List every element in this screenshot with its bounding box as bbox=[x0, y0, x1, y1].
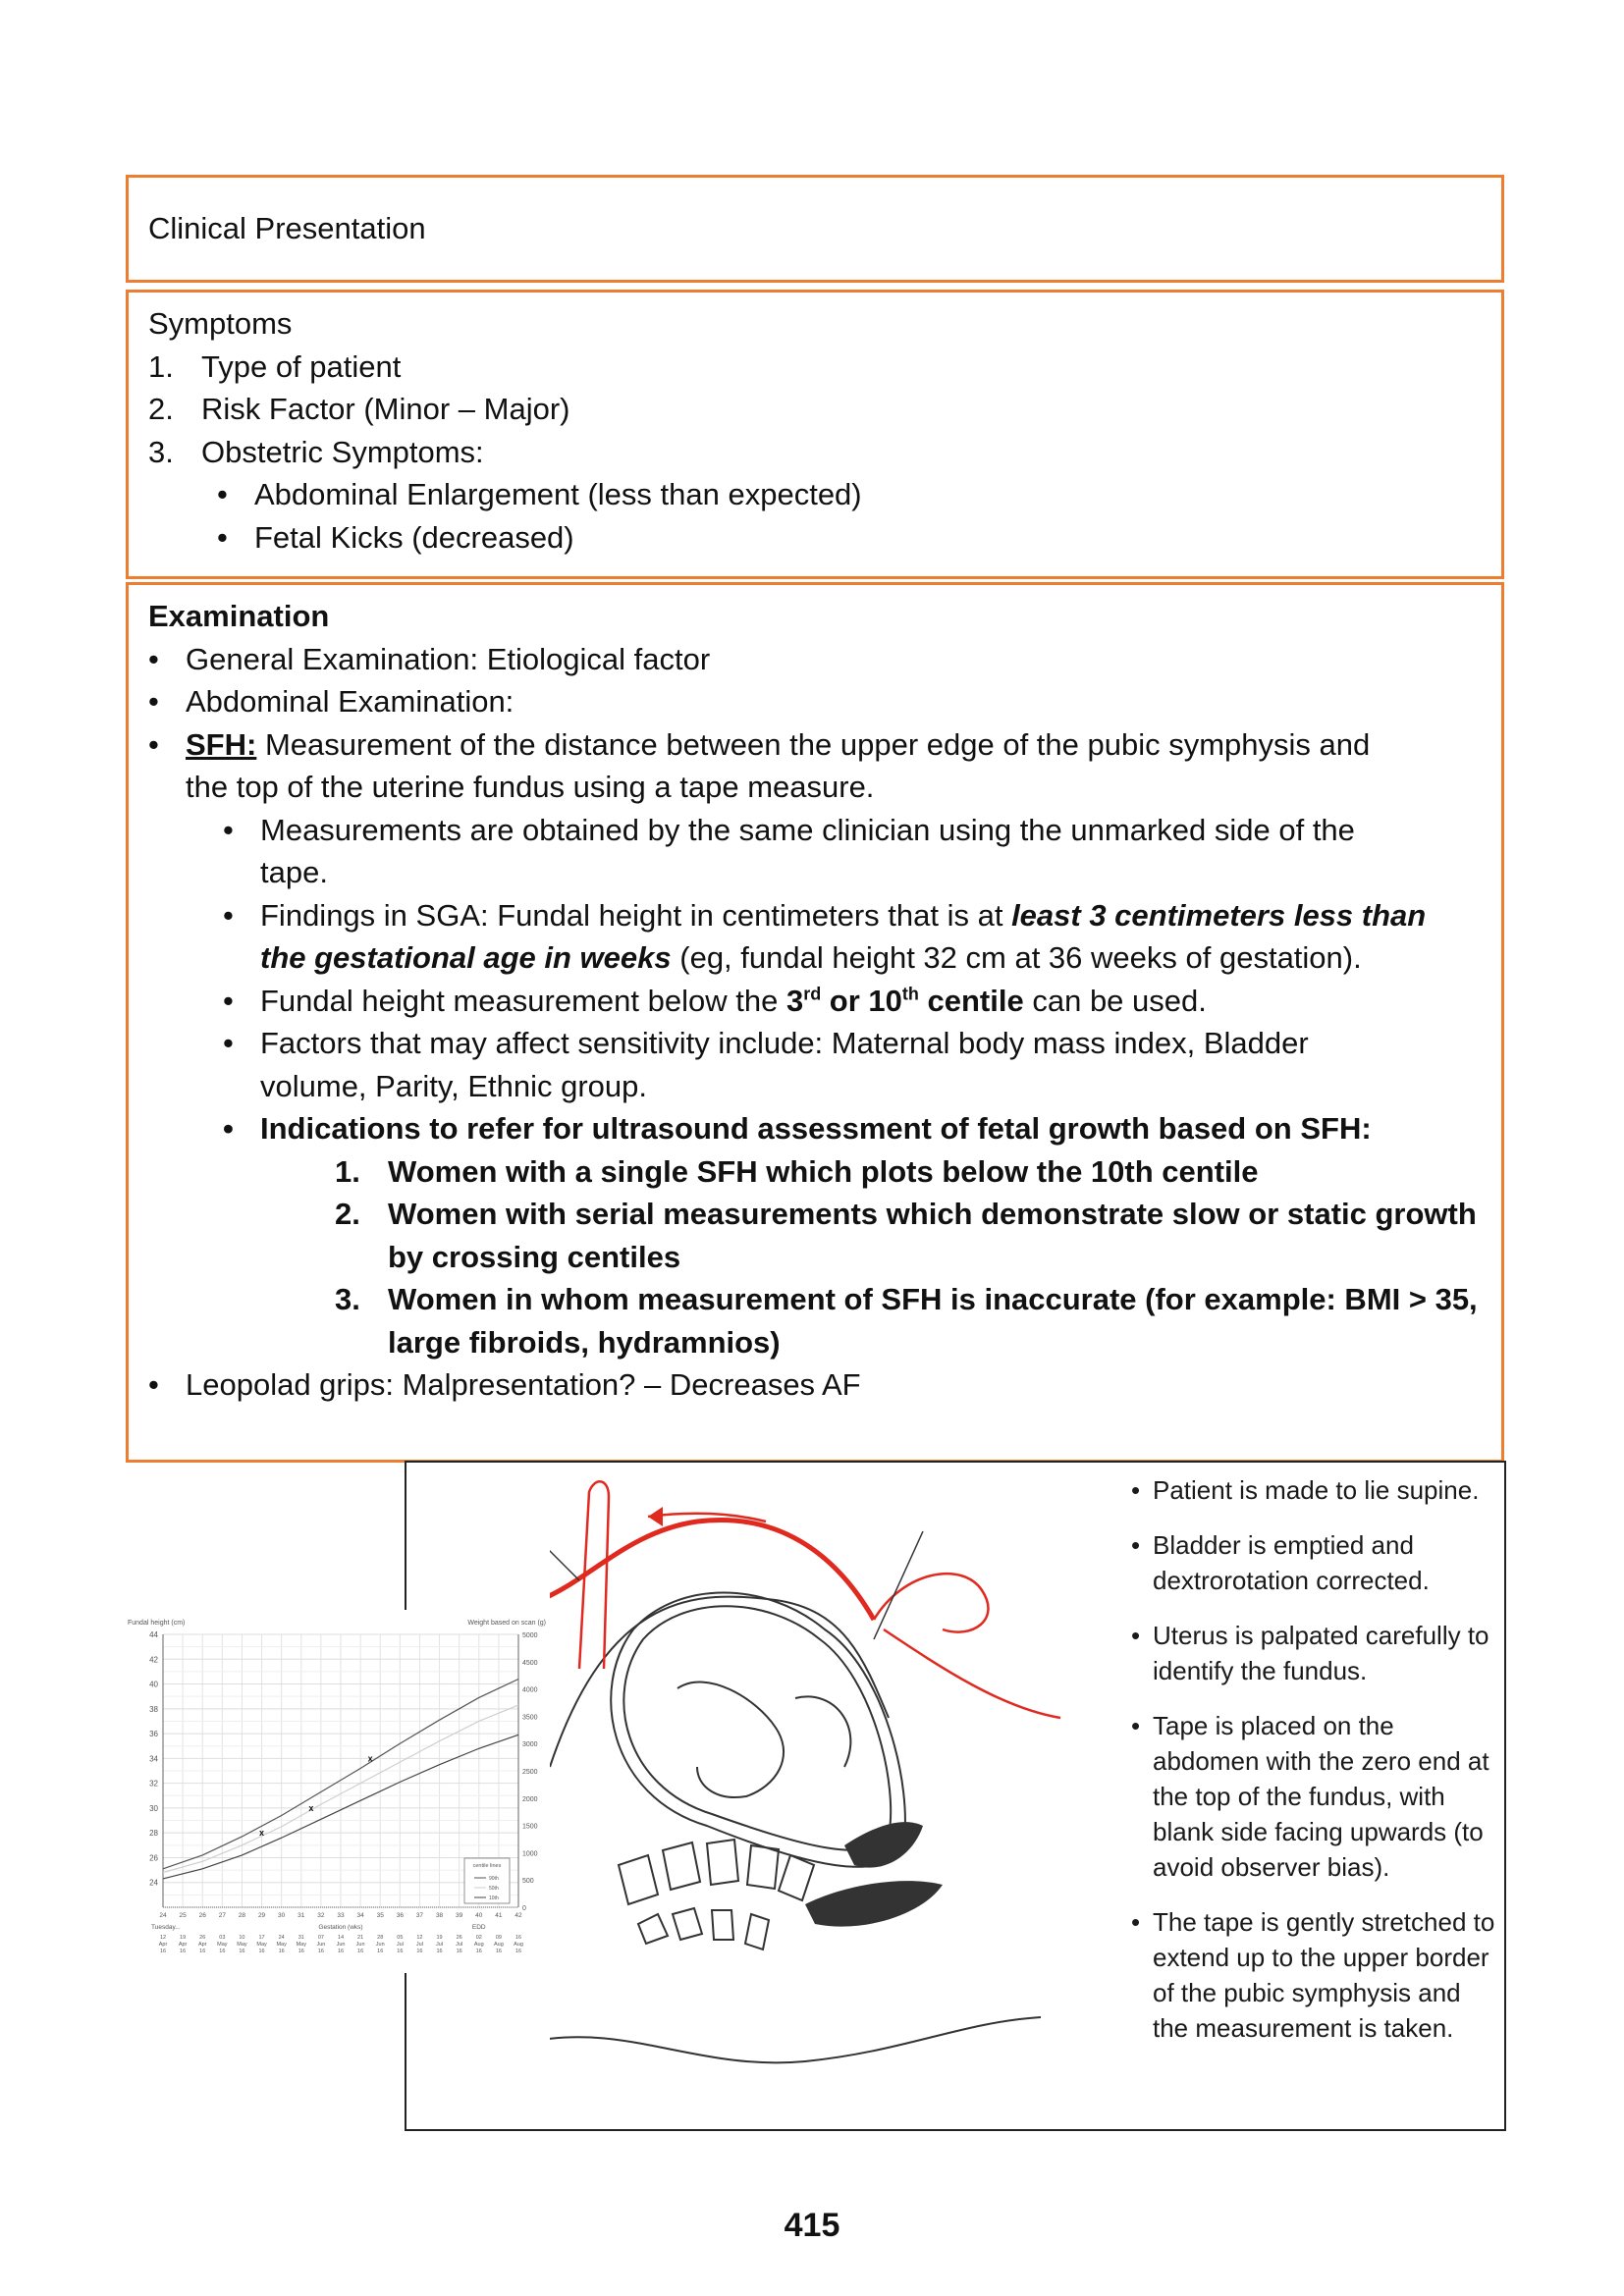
date-tick-label: 16 bbox=[436, 1949, 443, 1954]
x-tick-label: 25 bbox=[179, 1912, 187, 1919]
date-tick-label: 16 bbox=[495, 1949, 502, 1954]
date-tick-label: 21 bbox=[357, 1935, 364, 1941]
date-tick-label: 28 bbox=[377, 1935, 384, 1941]
y-tick-label: 40 bbox=[149, 1680, 158, 1689]
date-tick-label: 16 bbox=[180, 1949, 187, 1954]
y-tick-label: 30 bbox=[149, 1803, 158, 1813]
pointer-line-left bbox=[550, 1492, 579, 1580]
pointer-line-right bbox=[874, 1531, 923, 1639]
date-tick-label: 16 bbox=[317, 1949, 324, 1954]
bullet-icon: • bbox=[1131, 1530, 1141, 1560]
date-tick-label: 16 bbox=[475, 1949, 482, 1954]
y2-tick-label: 1500 bbox=[522, 1823, 538, 1831]
date-tick-label: 10 bbox=[239, 1935, 245, 1941]
indication-item-cont: large fibroids, hydramnios) bbox=[388, 1324, 781, 1360]
y2-tick-label: 2500 bbox=[522, 1769, 538, 1776]
x-tick-label: 27 bbox=[218, 1912, 226, 1919]
y2-tick-label: 0 bbox=[522, 1905, 526, 1912]
date-tick-label: 16 bbox=[159, 1949, 167, 1954]
page-number: 415 bbox=[784, 2207, 840, 2244]
exam-subitem: • Measurements are obtained by the same clinician using the unmarked side of the bbox=[148, 809, 1482, 852]
date-tick-label: Jun bbox=[355, 1942, 365, 1948]
date-tick-label: 02 bbox=[475, 1935, 482, 1941]
x-tick-label: 37 bbox=[415, 1912, 424, 1919]
y-tick-label: 34 bbox=[149, 1754, 158, 1764]
date-tick-label: 26 bbox=[456, 1935, 462, 1941]
y2-tick-label: 4000 bbox=[522, 1686, 538, 1694]
sacrum-outline bbox=[638, 1908, 769, 1949]
back-outline bbox=[550, 2017, 1041, 2062]
bullet-icon: • bbox=[223, 1111, 234, 1146]
measuring-tape bbox=[550, 1520, 874, 1620]
x-tick-label: 32 bbox=[317, 1912, 325, 1919]
y-tick-label: 24 bbox=[149, 1878, 158, 1888]
y2-tick-label: 5000 bbox=[522, 1632, 538, 1639]
date-tick-label: 12 bbox=[159, 1935, 167, 1941]
date-tick-label: 05 bbox=[397, 1935, 404, 1941]
sfh-growth-chart bbox=[126, 1610, 548, 1973]
date-tick-label: May bbox=[276, 1942, 287, 1948]
date-tick-label: May bbox=[217, 1942, 228, 1948]
date-tick-label: Apr bbox=[197, 1942, 207, 1948]
spine-outline bbox=[619, 1840, 814, 1904]
left-hand-outline bbox=[579, 1481, 609, 1669]
date-tick-label: Jun bbox=[375, 1942, 385, 1948]
symptom-subitem: • Abdominal Enlargement (less than expected) bbox=[148, 473, 862, 516]
y-tick-label: 32 bbox=[149, 1779, 158, 1789]
date-tick-label: 16 bbox=[456, 1949, 462, 1954]
indication-item: 3. Women in whom measurement of SFH is inaccurate (for example: BMI > 35, bbox=[335, 1282, 1478, 1316]
date-tick-label: Apr bbox=[178, 1942, 188, 1948]
sfh-label: SFH: bbox=[186, 726, 257, 762]
right-hand-outline bbox=[874, 1574, 1060, 1718]
title-box bbox=[126, 175, 1504, 283]
y2-axis-label: Weight based on scan (g) bbox=[467, 1620, 546, 1627]
exam-subitem-cont: tape. bbox=[260, 855, 328, 889]
exam-subitem-cont: volume, Parity, Ethnic group. bbox=[260, 1068, 647, 1103]
y-tick-label: 26 bbox=[149, 1853, 158, 1863]
date-tick-label: Jun bbox=[336, 1942, 346, 1948]
bullet-icon: • bbox=[1131, 1711, 1141, 1740]
date-tick-label: 26 bbox=[199, 1935, 206, 1941]
date-tick-label: Aug bbox=[473, 1942, 484, 1948]
x-tick-label: 40 bbox=[475, 1912, 483, 1919]
y-tick-label: 44 bbox=[149, 1630, 158, 1639]
bullet-icon: • bbox=[148, 684, 159, 719]
y2-tick-label: 4500 bbox=[522, 1659, 538, 1667]
date-tick-label: 03 bbox=[219, 1935, 226, 1941]
indications-heading: • Indications to refer for ultrasound assessment of fetal growth based on SFH: bbox=[148, 1107, 1482, 1150]
date-tick-label: 19 bbox=[436, 1935, 443, 1941]
date-tick-label: May bbox=[256, 1942, 267, 1948]
date-tick-label: 16 bbox=[337, 1949, 345, 1954]
date-tick-label: Aug bbox=[514, 1942, 523, 1948]
examination-heading: Examination bbox=[148, 599, 330, 633]
y-axis-label: Fundal height (cm) bbox=[128, 1620, 186, 1627]
measurement-mark: x bbox=[308, 1802, 314, 1813]
x-tick-label: 28 bbox=[238, 1912, 246, 1919]
exam-subitem: • Factors that may affect sensitivity include: Maternal body mass index, Bladder bbox=[148, 1022, 1482, 1065]
bullet-icon: • bbox=[223, 897, 234, 933]
y2-tick-label: 2000 bbox=[522, 1795, 538, 1803]
y-tick-label: 28 bbox=[149, 1829, 158, 1839]
y2-tick-label: 3500 bbox=[522, 1714, 538, 1722]
date-tick-label: May bbox=[237, 1942, 247, 1948]
bullet-icon: • bbox=[223, 1026, 234, 1060]
symptoms-heading: Symptoms bbox=[148, 306, 293, 341]
date-tick-label: Jul bbox=[415, 1942, 423, 1948]
x-tick-label: 26 bbox=[198, 1912, 206, 1919]
exam-item-sfh: • SFH: Measurement of the distance between the upper edge of the pubic symphysis and bbox=[148, 723, 1482, 767]
y-tick-label: 36 bbox=[149, 1730, 158, 1739]
date-tick-label: 09 bbox=[495, 1935, 502, 1941]
abdomen-outline bbox=[550, 1597, 889, 1767]
y-tick-label: 42 bbox=[149, 1655, 158, 1665]
bullet-icon: • bbox=[217, 477, 228, 511]
figure-note: • Uterus is palpated carefully to identify the fundus. bbox=[1127, 1618, 1500, 1688]
bullet-icon: • bbox=[148, 641, 159, 676]
uterus-outer bbox=[611, 1593, 905, 1867]
figure-note: • Tape is placed on the abdomen with the zero end at the top of the fundus, with blank side facing upwards (to avoid observer bias). bbox=[1127, 1708, 1500, 1885]
figure-note: • Bladder is emptied and dextrorotation corrected. bbox=[1127, 1527, 1500, 1598]
x-tick-label: 42 bbox=[514, 1912, 522, 1919]
placenta-shading bbox=[844, 1822, 923, 1868]
legend-entry: 50th bbox=[489, 1886, 499, 1892]
date-tick-label: Apr bbox=[158, 1942, 168, 1948]
symptoms-content bbox=[148, 302, 862, 559]
symptom-subitem: • Fetal Kicks (decreased) bbox=[148, 516, 862, 560]
symptom-item: 3. Obstetric Symptoms: bbox=[148, 434, 484, 469]
x-tick-label: 35 bbox=[376, 1912, 384, 1919]
symptoms-box bbox=[126, 290, 1504, 579]
date-tick-label: 16 bbox=[278, 1949, 285, 1954]
y-tick-label: 38 bbox=[149, 1704, 158, 1714]
date-tick-label: 16 bbox=[514, 1949, 522, 1954]
date-tick-label: Jun bbox=[316, 1942, 326, 1948]
bullet-icon: • bbox=[223, 812, 234, 847]
date-tick-label: 16 bbox=[416, 1949, 423, 1954]
x-tick-label: 38 bbox=[435, 1912, 444, 1919]
measurement-mark: x bbox=[259, 1828, 265, 1839]
symptom-item: 2. Risk Factor (Minor – Major) bbox=[148, 392, 570, 426]
figure-notes bbox=[1127, 1472, 1500, 2065]
date-tick-label: 12 bbox=[416, 1935, 423, 1941]
legend-title: centile lines bbox=[472, 1863, 502, 1869]
date-tick-label: May bbox=[296, 1942, 306, 1948]
chart-svg bbox=[126, 1610, 548, 1973]
date-tick-label: 16 bbox=[298, 1949, 304, 1954]
x-axis-label: Gestation (wks) bbox=[318, 1924, 363, 1931]
figure-note: • The tape is gently stretched to extend up to the upper border of the pubic symphysis and the measurement is taken. bbox=[1127, 1904, 1500, 2046]
y2-tick-label: 500 bbox=[522, 1878, 534, 1886]
x-tick-label: 34 bbox=[356, 1912, 364, 1919]
date-tick-label: 16 bbox=[514, 1935, 522, 1941]
date-tick-label: 16 bbox=[219, 1949, 226, 1954]
x-tick-label: 39 bbox=[456, 1912, 463, 1919]
bullet-icon: • bbox=[148, 726, 159, 762]
date-tick-label: 16 bbox=[377, 1949, 384, 1954]
sfh-measurement-illustration bbox=[550, 1472, 1119, 2081]
date-tick-label: 16 bbox=[357, 1949, 364, 1954]
date-tick-label: 16 bbox=[239, 1949, 245, 1954]
legend-entry: 10th bbox=[489, 1896, 499, 1901]
indication-item: 1. Women with a single SFH which plots below the 10th centile bbox=[335, 1153, 1259, 1189]
x-tick-label: 31 bbox=[298, 1912, 305, 1919]
legend-entry: 90th bbox=[489, 1876, 499, 1882]
exam-subitem: • Fundal height measurement below the 3rd or 10th centile can be used. bbox=[148, 980, 1482, 1023]
exam-item-cont: the top of the uterine fundus using a tape measure. bbox=[186, 770, 875, 804]
indication-item: 2. Women with serial measurements which demonstrate slow or static growth bbox=[335, 1197, 1477, 1231]
examination-content bbox=[148, 595, 1482, 1407]
bullet-icon: • bbox=[1131, 1621, 1141, 1650]
bullet-icon: • bbox=[217, 519, 228, 555]
date-tick-label: Aug bbox=[493, 1942, 504, 1948]
date-tick-label: 24 bbox=[278, 1935, 285, 1941]
edd-label: EDD bbox=[471, 1924, 486, 1931]
x-tick-label: 33 bbox=[337, 1912, 345, 1919]
date-label: Tuesday... bbox=[151, 1924, 181, 1931]
exam-subitem-cont: the gestational age in weeks (eg, fundal height 32 cm at 36 weeks of gestation). bbox=[260, 940, 1362, 975]
date-tick-label: 14 bbox=[337, 1935, 345, 1941]
date-tick-label: 17 bbox=[258, 1935, 265, 1941]
measurement-mark: x bbox=[367, 1753, 373, 1764]
fetus-outline bbox=[677, 1682, 850, 1797]
bullet-icon: • bbox=[1131, 1475, 1141, 1505]
date-tick-label: 16 bbox=[199, 1949, 206, 1954]
y2-tick-label: 1000 bbox=[522, 1850, 538, 1858]
date-tick-label: Jul bbox=[436, 1942, 444, 1948]
bullet-icon: • bbox=[1131, 1907, 1141, 1937]
symptom-item: 1. Type of patient bbox=[148, 348, 402, 384]
x-tick-label: 24 bbox=[159, 1912, 167, 1919]
date-tick-label: 16 bbox=[397, 1949, 404, 1954]
exam-subitem: • Findings in SGA: Fundal height in centimeters that is at least 3 centimeters less than bbox=[148, 894, 1482, 937]
exam-item: • Abdominal Examination: bbox=[148, 680, 1482, 723]
date-tick-label: 07 bbox=[317, 1935, 324, 1941]
x-tick-label: 36 bbox=[396, 1912, 404, 1919]
examination-box bbox=[126, 582, 1504, 1463]
bullet-icon: • bbox=[223, 983, 234, 1018]
figure-note: • Patient is made to lie supine. bbox=[1127, 1472, 1500, 1508]
exam-item: • General Examination: Etiological factor bbox=[148, 638, 1482, 681]
section-title: Clinical Presentation bbox=[148, 211, 426, 245]
date-tick-label: 16 bbox=[258, 1949, 265, 1954]
y2-tick-label: 3000 bbox=[522, 1741, 538, 1749]
date-tick-label: 31 bbox=[298, 1935, 304, 1941]
date-tick-label: 19 bbox=[180, 1935, 187, 1941]
direction-arrowhead bbox=[648, 1507, 663, 1526]
x-tick-label: 30 bbox=[278, 1912, 286, 1919]
bullet-icon: • bbox=[148, 1367, 159, 1402]
x-tick-label: 29 bbox=[257, 1912, 266, 1919]
x-tick-label: 41 bbox=[495, 1912, 503, 1919]
exam-item: • Leopolad grips: Malpresentation? – Decreases AF bbox=[148, 1363, 1482, 1407]
date-tick-label: Jul bbox=[396, 1942, 404, 1948]
bladder-shading bbox=[805, 1881, 943, 1927]
date-tick-label: Jul bbox=[456, 1942, 463, 1948]
indication-item-cont: by crossing centiles bbox=[388, 1239, 681, 1274]
